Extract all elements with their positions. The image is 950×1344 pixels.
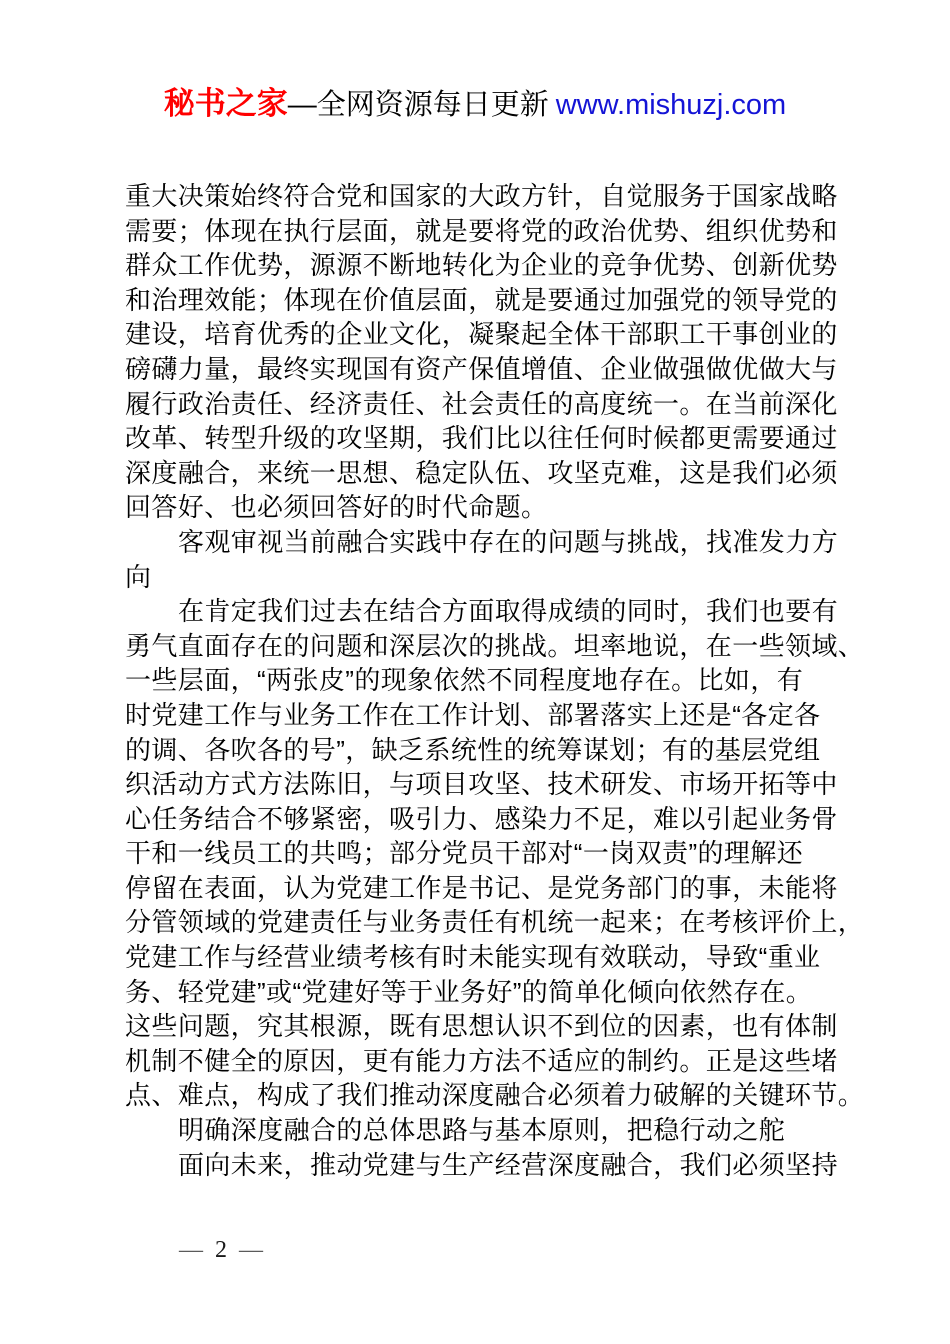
text-line: 心任务结合不够紧密，吸引力、感染力不足，难以引起业务骨 [125,803,838,834]
document-body [125,179,865,1182]
text-line: 面向未来，推动党建与生产经营深度融合，我们必须坚持 [178,1149,839,1180]
text-line: 织活动方式方法陈旧，与项目攻坚、技术研发、市场开拓等中 [125,769,838,800]
text-line: 停留在表面，认为党建工作是书记、是党务部门的事，未能将 [125,872,838,903]
text-line: 在肯定我们过去在结合方面取得成绩的同时，我们也要有 [178,596,839,627]
text-line: 时党建工作与业务工作在工作计划、部署落实上还是“各定各 [125,699,821,730]
text-line: 履行政治责任、经济责任、社会责任的高度统一。在当前深化 [125,388,838,419]
text-line: 建设，培育优秀的企业文化，凝聚起全体干部职工干事创业的 [125,319,838,350]
text-line: 回答好、也必须回答好的时代命题。 [125,492,548,523]
text-line: 党建工作与经营业绩考核有时未能实现有效联动，导致“重业 [125,942,821,973]
footer-right-dash: — [239,1237,263,1263]
text-line: 磅礴力量，最终实现国有资产保值增值、企业做强做优做大与 [125,353,838,384]
page-footer [179,1236,263,1264]
text-line: 这些问题，究其根源，既有思想认识不到位的因素，也有体制 [125,1011,838,1042]
text-line: 向 [125,561,152,592]
site-header [0,86,950,123]
text-line: 客观审视当前融合实践中存在的问题与挑战，找准发力方 [178,526,839,557]
text-line: 需要；体现在执行层面，就是要将党的政治优势、组织优势和 [125,215,838,246]
text-line: 勇气直面存在的问题和深层次的挑战。坦率地说，在一些领域、 [125,630,865,661]
text-line: 群众工作优势，源源不断地转化为企业的竞争优势、创新优势 [125,250,838,281]
text-line: 的调、各吹各的号”，缺乏系统性的统筹谋划；有的基层党组 [125,734,821,765]
text-line: 明确深度融合的总体思路与基本原则，把稳行动之舵 [178,1115,786,1146]
text-line: 干和一线员工的共鸣；部分党员干部对“一岗双责”的理解还 [125,838,804,869]
text-line: 一些层面，“两张皮”的现象依然不同程度地存在。比如，有 [125,665,804,696]
text-line: 机制不健全的原因，更有能力方法不适应的制约。正是这些堵 [125,1045,838,1076]
text-line: 务、轻党建”或“党建好等于业务好”的简单化倾向依然存在。 [125,976,813,1007]
site-url: www.mishuzj.com [555,89,787,121]
text-line: 重大决策始终符合党和国家的大政方针，自觉服务于国家战略 [125,181,838,211]
text-line: 深度融合，来统一思想、稳定队伍、攻坚克难，这是我们必须 [125,457,838,488]
text-line: 分管领域的党建责任与业务责任有机统一起来；在考核评价上， [125,907,865,938]
text-line: 点、难点，构成了我们推动深度融合必须着力破解的关键环节。 [125,1080,865,1111]
text-line: 改革、转型升级的攻坚期，我们比以往任何时候都更需要通过 [125,423,838,454]
text-line: 和治理效能；体现在价值层面，就是要通过加强党的领导党的 [125,284,838,315]
footer-left-dash: — [179,1237,203,1263]
site-tagline: —全网资源每日更新 [287,89,549,121]
page-number: 2 [215,1237,227,1263]
site-brand: 秘书之家 [163,86,288,121]
